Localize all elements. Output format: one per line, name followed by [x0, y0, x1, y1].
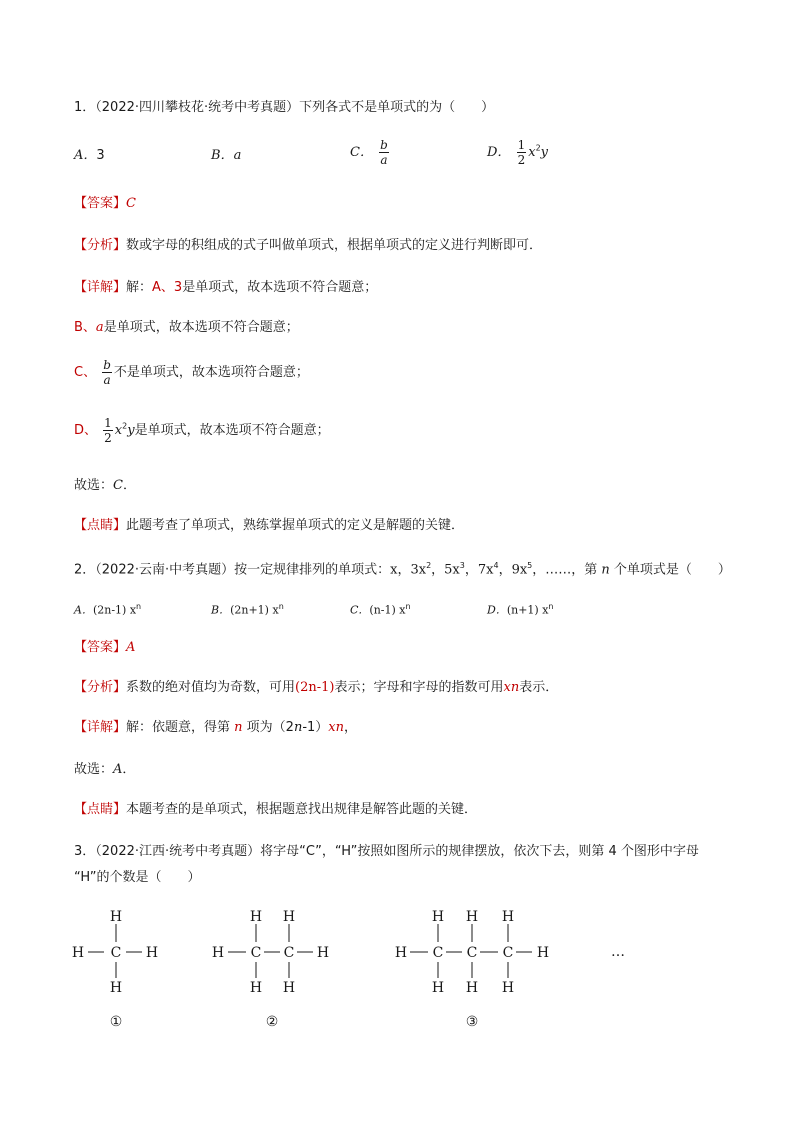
q3-stem-line-1: 3．（2022·江西·统考中考真题）将字母“C”，“H”按照如图所示的规律摆放，依次下去，则第 4 个图形中字母 — [74, 844, 699, 859]
q1-detail-c: C、 $\frac{b}{a}$ 不是单项式，故本选项符合题意； — [74, 358, 309, 387]
fraction-b-over-a: $\frac{b}{a}$ — [103, 358, 111, 387]
q2-choose: 故选：A． — [74, 762, 136, 777]
q2-analysis: 【分析】系数的绝对值均为奇数，可用(2n-1)表示；字母和字母的指数可用xn表示． — [74, 680, 559, 695]
atom-c: C — [432, 945, 444, 961]
q2-option-a: A．(2n-1) $x^n$ — [74, 602, 142, 617]
atom-h: H — [109, 909, 123, 925]
atom-c: C — [466, 945, 478, 961]
fraction-one-half: $\frac{1}{2}$ — [104, 416, 112, 445]
atom-c: C — [250, 945, 262, 961]
q2-comment: 【点睛】本题考查的是单项式，根据题意找出规律是解答此题的关键． — [74, 802, 478, 817]
atom-c: C — [502, 945, 514, 961]
q1-comment: 【点睛】此题考查了单项式，熟练掌握单项式的定义是解题的关键． — [74, 518, 465, 533]
fraction-b-over-a: $\frac{b}{a}$ — [380, 138, 388, 167]
atom-h: H — [501, 909, 515, 925]
atom-h: H — [109, 980, 123, 996]
figure-label-2: ② — [265, 1014, 279, 1030]
ellipsis: … — [611, 944, 625, 960]
q1-option-c: C． $\frac{b}{a}$ — [350, 138, 388, 167]
q1-stem: 1．（2022·四川攀枝花·统考中考真题）下列各式不是单项式的为（ ） — [74, 100, 495, 115]
atom-h: H — [145, 945, 159, 961]
q2-option-d: D．(n+1) $x^n$ — [487, 602, 554, 617]
figure-label-3: ③ — [465, 1014, 479, 1030]
atom-h: H — [282, 980, 296, 996]
atom-h: H — [431, 980, 445, 996]
atom-h: H — [465, 980, 479, 996]
atom-h: H — [282, 909, 296, 925]
q1-choose: 故选：C． — [74, 478, 136, 493]
atom-c: C — [110, 945, 122, 961]
atom-h: H — [249, 909, 263, 925]
q1-detail: 【详解】解：A、3是单项式，故本选项不符合题意； — [74, 280, 378, 295]
atom-h: H — [501, 980, 515, 996]
atom-h: H — [465, 909, 479, 925]
q2-detail: 【详解】解：依题意，得第 n 项为（2n-1）xn， — [74, 720, 358, 735]
q1-option-d: D． $\frac{1}{2}$ $x^2y$ — [487, 138, 549, 167]
atom-h: H — [249, 980, 263, 996]
q1-detail-d: D、 $\frac{1}{2}$ $x^2y$是单项式，故本选项不符合题意； — [74, 416, 330, 445]
q1-detail-b: B、a是单项式，故本选项不符合题意； — [74, 320, 299, 335]
atom-h: H — [71, 945, 85, 961]
q3-stem-line-2: “H”的个数是（ ） — [74, 870, 201, 885]
figure-label-1: ① — [109, 1014, 123, 1030]
q1-analysis: 【分析】数或字母的积组成的式子叫做单项式，根据单项式的定义进行判断即可． — [74, 238, 543, 253]
atom-h: H — [536, 945, 550, 961]
q2-answer: 【答案】A — [74, 640, 136, 655]
q1-answer: 【答案】C — [74, 196, 136, 211]
fraction-one-half: $\frac{1}{2}$ — [517, 138, 526, 167]
atom-h: H — [211, 945, 225, 961]
q2-option-c: C．(n-1) $x^n$ — [350, 602, 411, 617]
q2-stem: 2．（2022·云南·中考真题）按一定规律排列的单项式：x，$3x^2$，$5x^3$，$7x^4$，$9x^5$，……，第 n 个单项式是（ ） — [74, 561, 731, 578]
molecule-diagrams — [0, 900, 794, 1030]
atom-h: H — [431, 909, 445, 925]
q2-option-b: B．(2n+1) $x^n$ — [211, 602, 284, 617]
atom-h: H — [394, 945, 408, 961]
q1-option-b: B．a — [211, 148, 242, 163]
q1-option-a: A．3 — [74, 148, 105, 163]
atom-c: C — [283, 945, 295, 961]
atom-h: H — [316, 945, 330, 961]
